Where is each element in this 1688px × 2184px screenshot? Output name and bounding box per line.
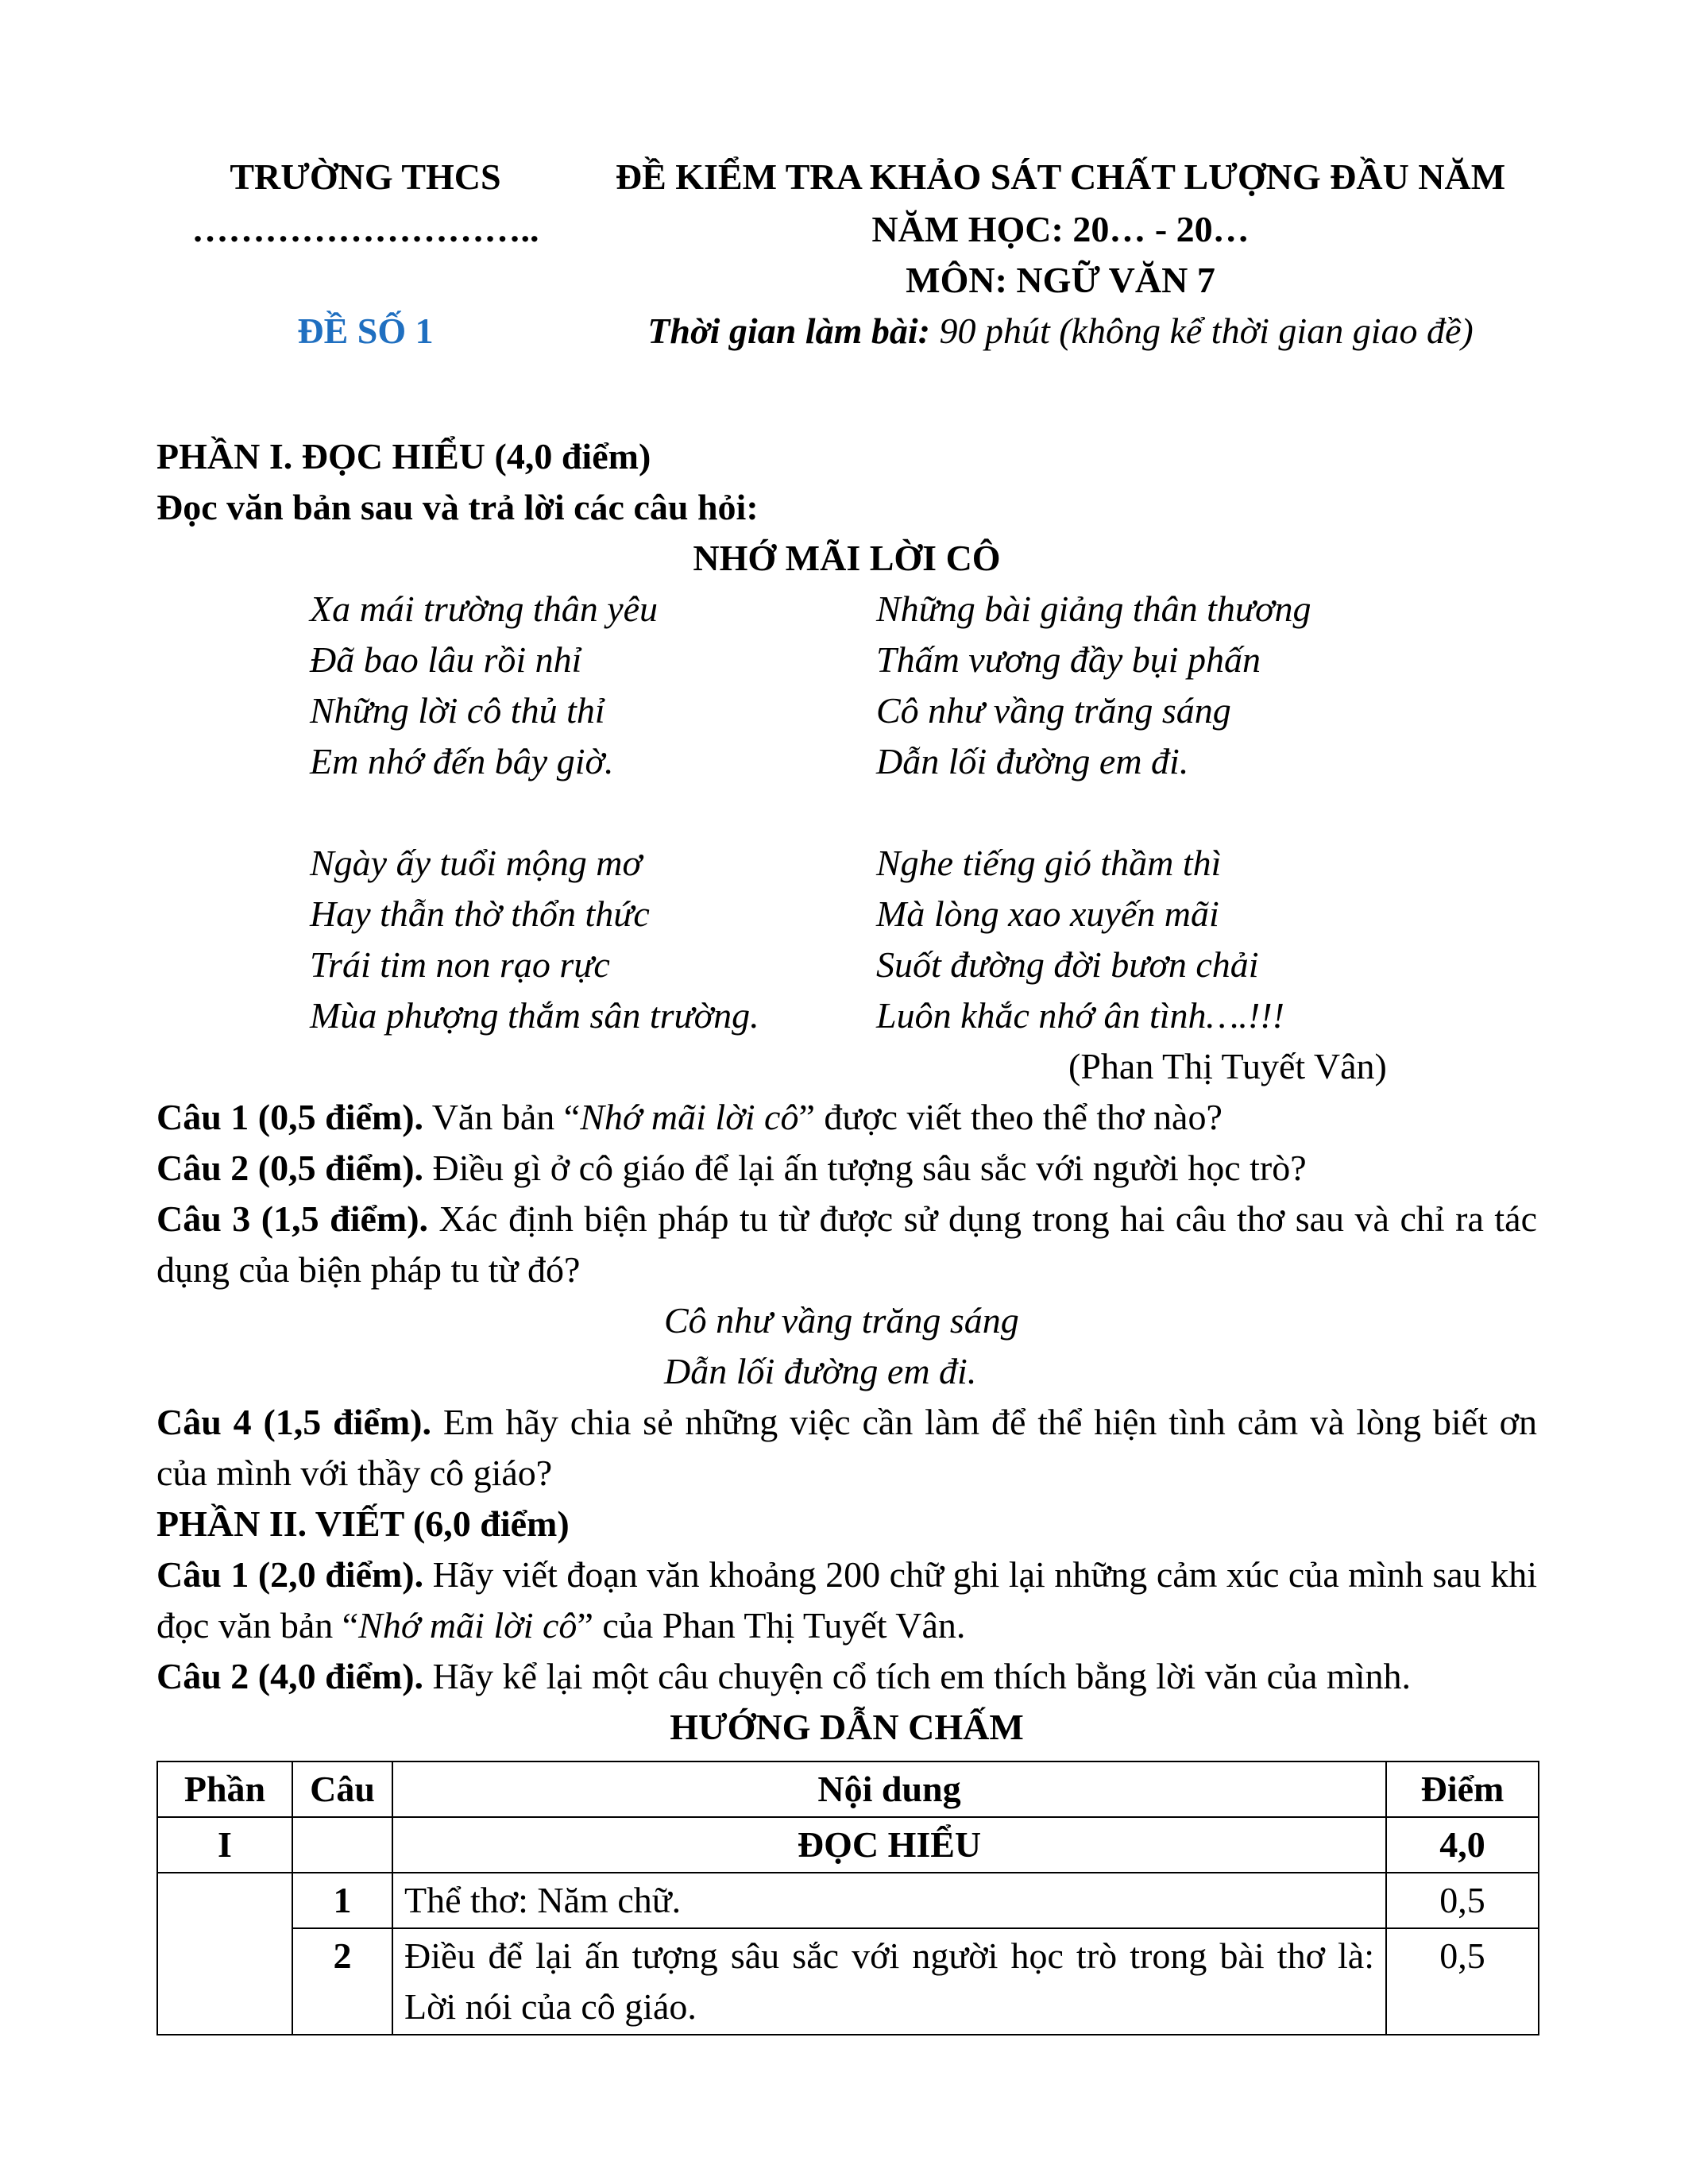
question-text: ” của Phan Thị Tuyết Vân.: [577, 1605, 966, 1646]
question-label: Câu 2 (4,0 điểm).: [156, 1656, 424, 1696]
writing-question-2: [156, 1651, 1537, 1702]
poem-left-line: Em nhớ đến bây giờ.: [310, 741, 614, 781]
poem-title-ref: Nhớ mãi lời cô: [580, 1097, 799, 1137]
question-label: Câu 1 (0,5 điểm).: [156, 1097, 424, 1137]
row-question: 2: [292, 1928, 392, 2035]
poem-right-line: Nghe tiếng gió thầm thì: [876, 843, 1222, 883]
table-header-row: [157, 1761, 1539, 1817]
row-score: 0,5: [1386, 1873, 1539, 1928]
quoted-verse-line: Cô như vầng trăng sáng: [664, 1300, 1019, 1341]
school-name-dots: ………………………..: [191, 209, 539, 249]
section-question-empty: [292, 1817, 392, 1873]
table-section-row: [157, 1817, 1539, 1873]
poem-left-line: Xa mái trường thân yêu: [310, 588, 659, 629]
part-cell-empty: [157, 1873, 292, 2035]
table-row: [157, 1873, 1539, 1928]
section-score: 4,0: [1386, 1817, 1539, 1873]
exam-number: ĐỀ SỐ 1: [297, 311, 434, 351]
poem-right-line: Mà lòng xao xuyến mãi: [876, 893, 1219, 934]
exam-title: ĐỀ KIỂM TRA KHẢO SÁT CHẤT LƯỢNG ĐẦU NĂM: [615, 156, 1506, 197]
poem-right-line: Thấm vương đầy bụi phấn: [876, 639, 1261, 680]
question-text: Văn bản “: [423, 1097, 581, 1137]
writing-question-1: [156, 1549, 1537, 1651]
question-text: Xác định biện pháp tu từ được sử dụng trong hai câu thơ sau và chỉ ra tác dụng của biện pháp tu từ đó?: [156, 1198, 1537, 1290]
poem-right-line: Những bài giảng thân thương: [876, 588, 1311, 629]
grading-table: [156, 1761, 1539, 2035]
question-3: [156, 1194, 1537, 1295]
poem-right-line: Luôn khắc nhớ ân tình….!!!: [876, 995, 1284, 1036]
header-part: Phần: [157, 1761, 292, 1817]
question-label: Câu 4 (1,5 điểm).: [156, 1402, 431, 1442]
question-4: [156, 1397, 1537, 1499]
poem-title-ref: Nhớ mãi lời cô: [358, 1605, 577, 1646]
question-text: Hãy kể lại một câu chuyện cổ tích em thích bằng lời văn của mình.: [423, 1656, 1411, 1696]
school-name: TRƯỜNG THCS: [230, 156, 501, 197]
question-1: [156, 1092, 1537, 1143]
question-text: Điều gì ở cô giáo để lại ấn tượng sâu sắc với người học trò?: [423, 1148, 1307, 1188]
poem-right-line: Cô như vầng trăng sáng: [876, 690, 1231, 731]
header-score: Điểm: [1386, 1761, 1539, 1817]
question-text: Em hãy chia sẻ những việc cần làm để thể hiện tình cảm và lòng biết ơn của mình với thầy cô giáo?: [156, 1402, 1537, 1493]
section-part: I: [157, 1817, 292, 1873]
part2-heading: PHẦN II. VIẾT (6,0 điểm): [156, 1503, 570, 1544]
header-question: Câu: [292, 1761, 392, 1817]
exam-time: [580, 310, 1541, 352]
question-text: Hãy viết đoạn văn khoảng 200 chữ ghi lại những cảm xúc của mình sau khi đọc văn bản “: [156, 1554, 1537, 1646]
row-question: 1: [292, 1873, 392, 1928]
poem-left-line: Hay thẫn thờ thổn thức: [310, 893, 650, 934]
poem-left-line: Trái tim non rạo rực: [310, 944, 610, 985]
question-label: Câu 2 (0,5 điểm).: [156, 1148, 424, 1188]
part1-instruction: Đọc văn bản sau và trả lời các câu hỏi:: [156, 487, 759, 527]
poem-left-line: Mùa phượng thắm sân trường.: [310, 995, 759, 1036]
question-label: Câu 1 (2,0 điểm).: [156, 1554, 424, 1595]
row-score: 0,5: [1386, 1928, 1539, 2035]
exam-time-value: 90 phút (không kể thời gian giao đề): [929, 311, 1474, 351]
question-label: Câu 3 (1,5 điểm).: [156, 1198, 429, 1239]
guide-title: HƯỚNG DẪN CHẤM: [670, 1707, 1024, 1747]
question-2: [156, 1143, 1537, 1194]
section-content: ĐỌC HIỂU: [392, 1817, 1386, 1873]
poem-left-line: Những lời cô thủ thỉ: [310, 690, 605, 731]
school-year: NĂM HỌC: 20… - 20…: [871, 209, 1250, 249]
poem-left-line: Ngày ấy tuổi mộng mơ: [310, 843, 643, 883]
poem-left-line: Đã bao lâu rồi nhỉ: [310, 639, 582, 680]
poem-right-line: Dẫn lối đường em đi.: [876, 741, 1189, 781]
header-content: Nội dung: [392, 1761, 1386, 1817]
table-row: [157, 1928, 1539, 2035]
exam-time-label: Thời gian làm bài:: [647, 311, 930, 351]
question-text: ” được viết theo thể thơ nào?: [798, 1097, 1223, 1137]
subject: MÔN: NGỮ VĂN 7: [906, 260, 1215, 300]
quoted-verse-line: Dẫn lối đường em đi.: [664, 1351, 977, 1391]
row-content: Điều để lại ấn tượng sâu sắc với người học trò trong bài thơ là: Lời nói của cô giáo.: [392, 1928, 1386, 2035]
poem-title: NHỚ MÃI LỜI CÔ: [693, 538, 1001, 578]
poem-author: (Phan Thị Tuyết Vân): [1068, 1046, 1387, 1086]
part1-heading: PHẦN I. ĐỌC HIỂU (4,0 điểm): [156, 436, 651, 477]
poem-right-line: Suốt đường đời bươn chải: [876, 944, 1259, 985]
row-content: Thể thơ: Năm chữ.: [392, 1873, 1386, 1928]
